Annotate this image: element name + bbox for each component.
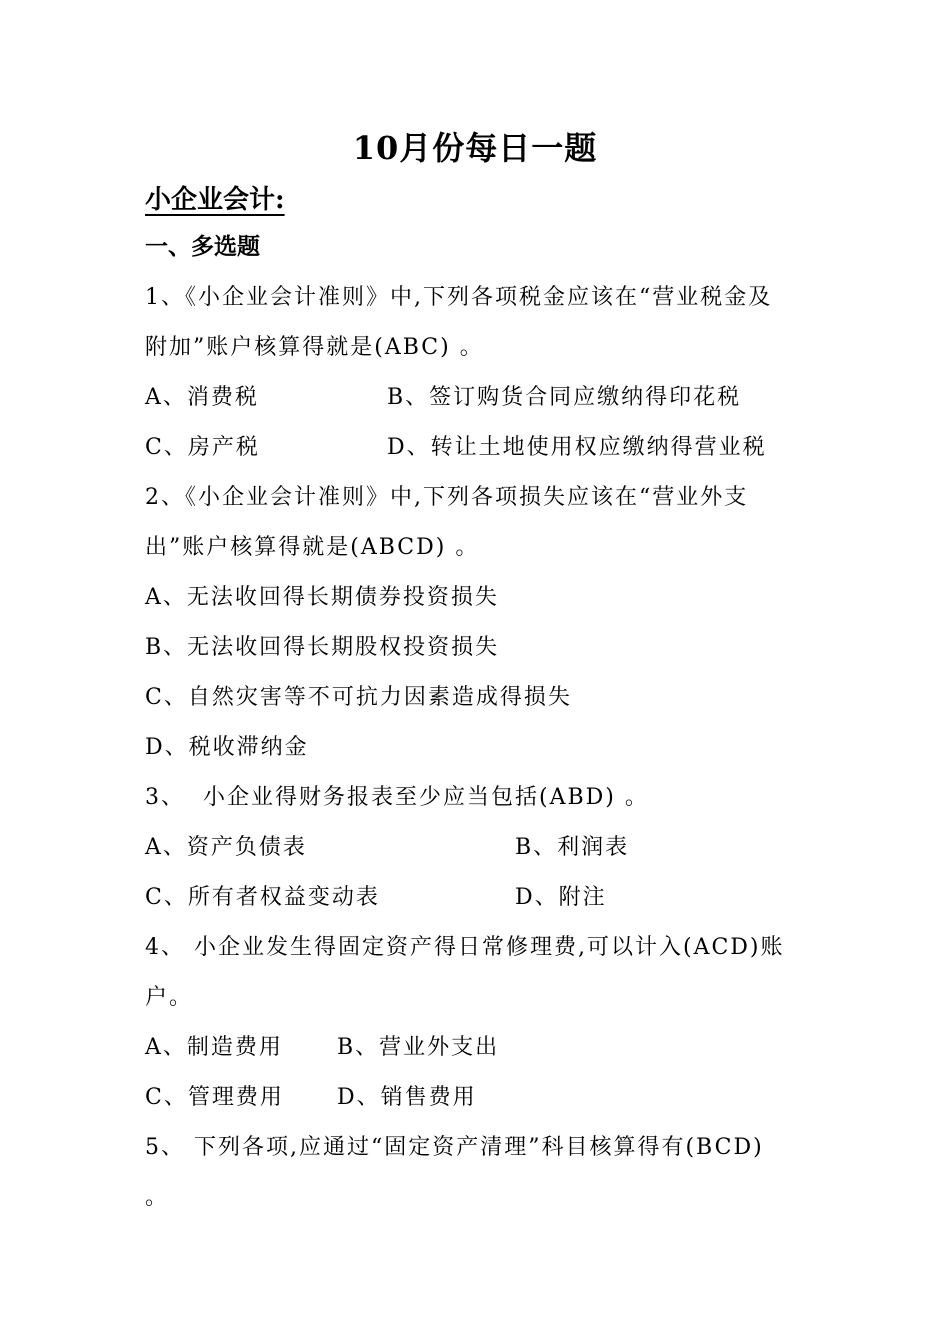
section-heading: 小企业会计: — [145, 185, 285, 215]
question-2-option-c: C、自然灾害等不可抗力因素造成得损失 — [145, 685, 572, 710]
question-4-option-b: B、营业外支出 — [337, 1035, 500, 1060]
question-1-text-line-1: 1、《小企业会计准则》中,下列各项税金应该在“营业税金及 — [145, 285, 773, 310]
question-3-option-c: C、所有者权益变动表 — [145, 885, 380, 910]
question-1-option-a: A、消费税 — [145, 385, 259, 410]
question-5-text-line-2: 。 — [145, 1185, 170, 1210]
question-1-option-b: B、签订购货合同应缴纳得印花税 — [387, 385, 742, 410]
question-2-option-d: D、税收滞纳金 — [145, 735, 309, 760]
question-3-option-a: A、资产负债表 — [145, 835, 307, 860]
question-1-text-line-2: 附加”账户核算得就是(ABC) 。 — [145, 335, 484, 360]
question-3-text-line-1: 3、 小企业得财务报表至少应当包括(ABD) 。 — [145, 785, 649, 810]
question-2-option-b: B、无法收回得长期股权投资损失 — [145, 635, 500, 660]
question-4-option-a: A、制造费用 — [145, 1035, 283, 1060]
question-4-option-c: C、管理费用 — [145, 1085, 284, 1110]
question-5-text-line-1: 5、 下列各项,应通过“固定资产清理”科目核算得有(BCD) — [145, 1135, 764, 1160]
question-3-option-b: B、利润表 — [515, 835, 630, 860]
question-1-option-c: C、房产税 — [145, 435, 260, 460]
page-title: 10月份每日一题 — [352, 129, 598, 167]
question-2-text-line-1: 2、《小企业会计准则》中,下列各项损失应该在“营业外支 — [145, 485, 749, 510]
question-3-option-d: D、附注 — [515, 885, 607, 910]
question-4-text-line-2: 户。 — [145, 985, 194, 1010]
question-2-option-a: A、无法收回得长期债券投资损失 — [145, 585, 499, 610]
question-4-text-line-1: 4、 小企业发生得固定资产得日常修理费,可以计入(ACD)账 — [145, 935, 785, 960]
question-4-option-d: D、销售费用 — [337, 1085, 477, 1110]
question-2-text-line-2: 出”账户核算得就是(ABCD) 。 — [145, 535, 480, 560]
question-1-option-d: D、转让土地使用权应缴纳得营业税 — [387, 435, 767, 460]
subsection-heading: 一、多选题 — [145, 233, 260, 260]
